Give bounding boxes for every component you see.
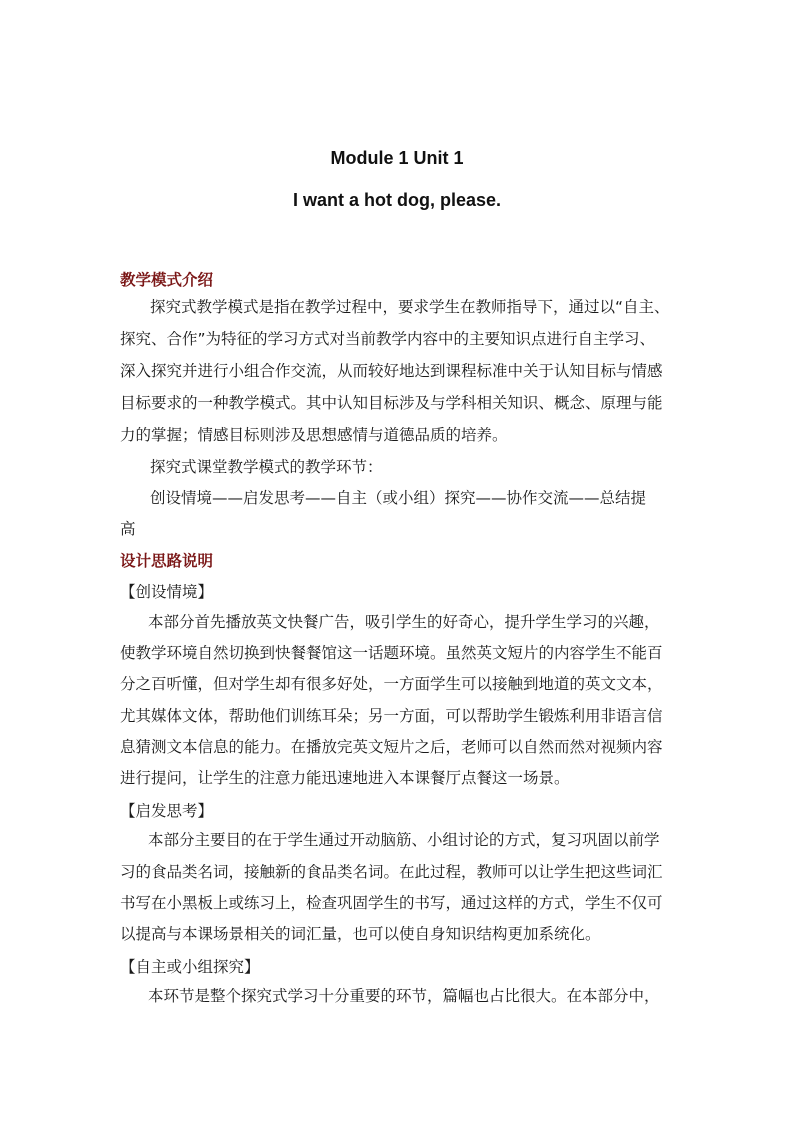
section-heading-design-ideas: 设计思路说明 bbox=[120, 552, 214, 570]
paragraph-line: 本部分首先播放英文快餐广告，吸引学生的好奇心，提升学生学习的兴趣， bbox=[148, 613, 660, 631]
section-heading-teaching-mode: 教学模式介绍 bbox=[120, 271, 214, 289]
paragraph-line: 深入探究并进行小组合作交流，从而较好地达到课程标准中关于认知目标与情感 bbox=[120, 362, 663, 380]
paragraph-line: 本环节是整个探究式学习十分重要的环节，篇幅也占比很大。在本部分中， bbox=[148, 987, 660, 1005]
subsection-label-independent-inquiry: 【自主或小组探究】 bbox=[120, 958, 260, 976]
paragraph-line: 以提高与本课场景相关的词汇量，也可以使自身知识结构更加系统化。 bbox=[120, 925, 601, 943]
paragraph-line: 探究、合作”为特征的学习方式对当前教学内容中的主要知识点进行自主学习、 bbox=[120, 330, 656, 348]
paragraph-line: 息猜测文本信息的能力。在播放完英文短片之后，老师可以自然而然对视频内容 bbox=[120, 738, 663, 756]
paragraph-line: 尤其媒体文体，帮助他们训练耳朵；另一方面，可以帮助学生锻炼利用非语言信 bbox=[120, 707, 663, 725]
paragraph-line: 探究式课堂教学模式的教学环节： bbox=[150, 458, 383, 476]
paragraph-line: 使教学环境自然切换到快餐餐馆这一话题环境。虽然英文短片的内容学生不能百 bbox=[120, 644, 663, 662]
paragraph-line: 分之百听懂，但对学生却有很多好处，一方面学生可以接触到地道的英文文本， bbox=[120, 675, 663, 693]
subsection-label-create-scenario: 【创设情境】 bbox=[120, 583, 214, 601]
paragraph-line: 目标要求的一种教学模式。其中认知目标涉及与学科相关知识、概念、原理与能 bbox=[120, 394, 663, 412]
module-title: Module 1 Unit 1 bbox=[330, 148, 464, 168]
paragraph-line: 创设情境——启发思考——自主（或小组）探究——协作交流——总结提 bbox=[150, 489, 647, 507]
paragraph-line: 高 bbox=[120, 520, 136, 538]
paragraph-line: 进行提问，让学生的注意力能迅速地进入本课餐厅点餐这一场景。 bbox=[120, 769, 570, 787]
paragraph-line: 书写在小黑板上或练习上，检查巩固学生的书写，通过这样的方式，学生不仅可 bbox=[120, 894, 663, 912]
paragraph-line: 本部分主要目的在于学生通过开动脑筋、小组讨论的方式，复习巩固以前学 bbox=[148, 831, 660, 849]
subsection-label-inspire-thinking: 【启发思考】 bbox=[120, 802, 214, 820]
paragraph-line: 力的掌握；情感目标则涉及思想感情与道德品质的培养。 bbox=[120, 426, 508, 444]
paragraph-line: 习的食品类名词，接触新的食品类名词。在此过程，教师可以让学生把这些词汇 bbox=[120, 863, 663, 881]
paragraph-line: 探究式教学模式是指在教学过程中，要求学生在教师指导下，通过以“自主、 bbox=[150, 298, 670, 316]
lesson-title: I want a hot dog, please. bbox=[292, 190, 502, 210]
